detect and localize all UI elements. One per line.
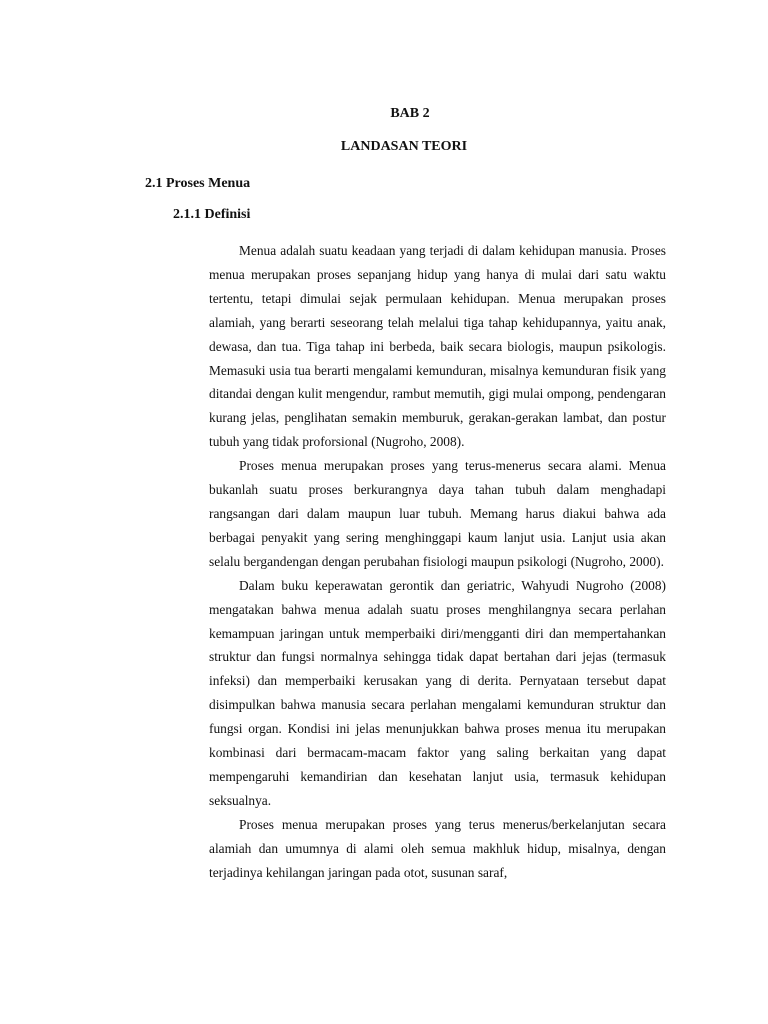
paragraph-3: Dalam buku keperawatan gerontik dan geriatric, Wahyudi Nugroho (2008) mengatakan bahwa menua adalah suatu proses menghilangnya secara perlahan kemampuan jaringan untuk memperbaiki diri/mengganti diri dan mempertahankan struktur dan fungsi normalnya sehingga tidak dapat bertahan dari jejas (termasuk infeksi) dan memperbaiki kerusakan yang di derita. Pernyataan tersebut dapat disimpulkan bahwa manusia secara perlahan mengalami kemunduran struktur dan fungsi organ. Kondisi ini jelas menunjukkan bahwa proses menua itu merupakan kombinasi dari bermacam-macam faktor yang saling berkaitan yang dapat mempengaruhi kemandirian dan kesehatan lanjut usia, termasuk kehidupan seksualnya. [209,577,666,808]
chapter-number: BAB 2 [390,106,430,121]
body-text [209,239,666,884]
paragraph-4: Proses menua merupakan proses yang terus menerus/berkelanjutan secara alamiah dan umumnya di alami oleh semua makhluk hidup, misalnya, dengan terjadinya kehilangan jaringan pada otot, susunan saraf, [209,816,666,880]
subsection-heading: 2.1.1 Definisi [173,207,251,222]
paragraph-1: Menua adalah suatu keadaan yang terjadi di dalam kehidupan manusia. Proses menua merupakan proses sepanjang hidup yang hanya di mulai dari satu waktu tertentu, tetapi dimulai sejak permulaan kehidupan. Menua merupakan proses alamiah, yang berarti seseorang telah melalui tiga tahap kehidupannya, yaitu anak, dewasa, dan tua. Tiga tahap ini berbeda, baik secara biologis, maupun psikologis. Memasuki usia tua berarti mengalami kemunduran, misalnya kemunduran fisik yang ditandai dengan kulit mengendur, rambut memutih, gigi mulai ompong, pendengaran kurang jelas, penglihatan semakin memburuk, gerakan-gerakan lambat, dan postur tubuh yang tidak proforsional (Nugroho, 2008). [209,243,666,450]
paragraph-2: Proses menua merupakan proses yang terus-menerus secara alami. Menua bukanlah suatu proses berkurangnya daya tahan tubuh dalam menghadapi rangsangan dari dalam maupun luar tubuh. Memang harus diakui bahwa ada berbagai penyakit yang sering menghinggapi kaum lanjut usia. Lanjut usia akan selalu bergandengan dengan perubahan fisiologi maupun psikologi (Nugroho, 2000). [209,458,666,569]
chapter-title: LANDASAN TEORI [340,139,468,154]
section-heading: 2.1 Proses Menua [145,176,251,191]
